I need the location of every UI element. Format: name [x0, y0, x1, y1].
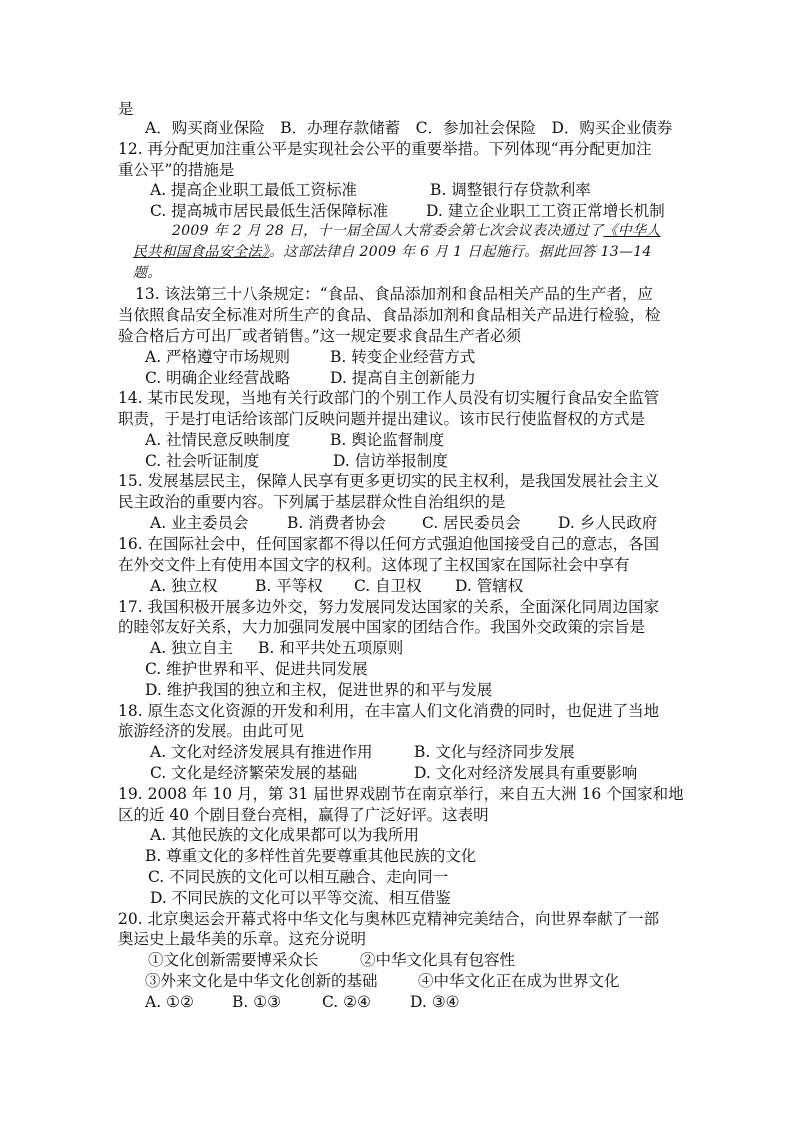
q16-option-b: B. 平等权	[255, 577, 323, 595]
q12-option-d: D. 建立企业职工工资正常增长机制	[426, 202, 665, 220]
q18-stem: 旅游经济的发展。由此可见	[118, 722, 305, 740]
q17-option-a: A. 独立自主	[150, 639, 234, 657]
q20-option-c: C. ②④	[322, 993, 371, 1011]
q17-stem: 17. 我国积极开展多边外交，努力发展同发达国家的关系，全面深化同周边国家	[118, 598, 660, 616]
q15-option-b: B. 消费者协会	[287, 514, 386, 532]
q19-option-c: C. 不同民族的文化可以相互融合、走向同一	[148, 868, 449, 886]
q18-option-b: B. 文化与经济同步发展	[414, 743, 575, 761]
material-intro	[172, 221, 661, 241]
q16-stem: 16. 在国际社会中，任何国家都不得以任何方式强迫他国接受自己的意志，各国	[118, 535, 660, 553]
q15-option-d: D. 乡人民政府	[558, 514, 658, 532]
q11-options: A．购买商业保险 B．办理存款储蓄 C．参加社会保险 D．购买企业债券	[145, 119, 673, 137]
q19-option-b: B. 尊重文化的多样性首先要尊重其他民族的文化	[145, 847, 477, 865]
q19-stem: 区的近 40 个剧目登台亮相，赢得了广泛好评。这表明	[118, 806, 489, 824]
material-intro: 题。	[133, 265, 162, 281]
q16-stem: 在外交文件上有使用本国文字的权利。这体现了主权国家在国际社会中享有	[118, 556, 630, 574]
q20-option-d: D. ③④	[410, 993, 460, 1011]
q20-statement-3: ③外来文化是中华文化创新的基础	[145, 972, 378, 990]
q19-stem: 19. 2008 年 10 月，第 31 届世界戏剧节在南京举行，来自五大洲 16 个国家和地	[118, 785, 684, 803]
q20-stem: 20. 北京奥运会开幕式将中华文化与奥林匹克精神完美结合，向世界奉献了一部	[118, 910, 660, 928]
q14-option-b: B. 舆论监督制度	[330, 431, 445, 449]
text-line: 是	[118, 100, 134, 118]
q13-option-a: A. 严格遵守市场规则	[145, 348, 291, 366]
q17-option-d: D. 维护我国的独立和主权，促进世界的和平与发展	[145, 681, 493, 699]
q14-stem: 职责，于是打电话给该部门反映问题并提出建议。该市民行使监督权的方式是	[118, 410, 646, 428]
q20-option-a: A. ①②	[145, 993, 194, 1011]
q19-option-a: A. 其他民族的文化成果都可以为我所用	[150, 826, 420, 844]
q13-option-b: B. 转变企业经营方式	[330, 348, 476, 366]
q12-stem: 12. 再分配更加注重公平是实现社会公平的重要举措。下列体现“再分配更加注	[118, 140, 652, 158]
q13-stem: 验合格后方可出厂或者销售。”这一规定要求食品生产者必须	[118, 327, 522, 345]
q14-stem: 14. 某市民发现，当地有关行政部门的个别工作人员没有切实履行食品安全监管	[118, 389, 660, 407]
law-title: 《中华人	[603, 223, 661, 239]
material-text: 。这部法律自 2009 年 6 月 1 日起施行。据此回答 13—14	[269, 244, 652, 260]
q12-option-a: A. 提高企业职工最低工资标准	[150, 181, 358, 199]
q15-option-c: C. 居民委员会	[422, 514, 521, 532]
q17-stem: 的睦邻友好关系，大力加强同发展中国家的团结合作。我国外交政策的宗旨是	[118, 618, 646, 636]
q17-option-b: B. 和平共处五项原则	[258, 639, 404, 657]
q18-option-a: A. 文化对经济发展具有推进作用	[150, 743, 373, 761]
q12-option-c: C. 提高城市居民最低生活保障标准	[150, 202, 389, 220]
q20-stem: 奥运史上最华美的乐章。这充分说明	[118, 930, 367, 948]
q13-option-d: D. 提高自主创新能力	[330, 369, 476, 387]
material-intro	[133, 242, 652, 262]
q13-option-c: C. 明确企业经营战略	[145, 369, 291, 387]
q18-option-d: D. 文化对经济发展具有重要影响	[414, 764, 638, 782]
q18-stem: 18. 原生态文化资源的开发和利用，在丰富人们文化消费的同时，也促进了当地	[118, 702, 660, 720]
q20-option-b: B. ①③	[232, 993, 282, 1011]
q14-option-a: A. 社情民意反映制度	[145, 431, 291, 449]
q15-stem: 民主政治的重要内容。下列属于基层群众性自治组织的是	[118, 493, 506, 511]
q12-stem: 重公平”的措施是	[118, 161, 235, 179]
q16-option-a: A. 独立权	[150, 577, 218, 595]
q15-stem: 15. 发展基层民主，保障人民享有更多更切实的民主权利，是我国发展社会主义	[118, 472, 660, 490]
q14-option-c: C. 社会听证制度	[145, 452, 260, 470]
material-text: 2009 年 2 月 28 日，十一届全国人大常委会第七次会议表决通过了	[172, 223, 604, 239]
q14-option-d: D. 信访举报制度	[333, 452, 448, 470]
q20-statement-1: ①文化创新需要博采众长	[148, 951, 319, 969]
law-title: 民共和国食品安全法》	[133, 244, 269, 260]
q13-stem: 当依照食品安全标准对所生产的食品、食品添加剂和食品相关产品进行检验，检	[118, 306, 661, 324]
q19-option-d: D. 不同民族的文化可以平等交流、相互借鉴	[150, 889, 451, 907]
q12-option-b: B. 调整银行存贷款利率	[430, 181, 591, 199]
q15-option-a: A. 业主委员会	[150, 514, 249, 532]
q16-option-d: D. 管辖权	[455, 577, 524, 595]
q13-stem: 13. 该法第三十八条规定：“食品、食品添加剂和食品相关产品的生产者，应	[135, 285, 654, 303]
q18-option-c: C. 文化是经济繁荣发展的基础	[150, 764, 358, 782]
q16-option-c: C. 自卫权	[354, 577, 422, 595]
q20-statement-2: ②中华文化具有包容性	[360, 951, 516, 969]
q17-option-c: C. 维护世界和平、促进共同发展	[145, 660, 368, 678]
q20-statement-4: ④中华文化正在成为世界文化	[418, 972, 620, 990]
